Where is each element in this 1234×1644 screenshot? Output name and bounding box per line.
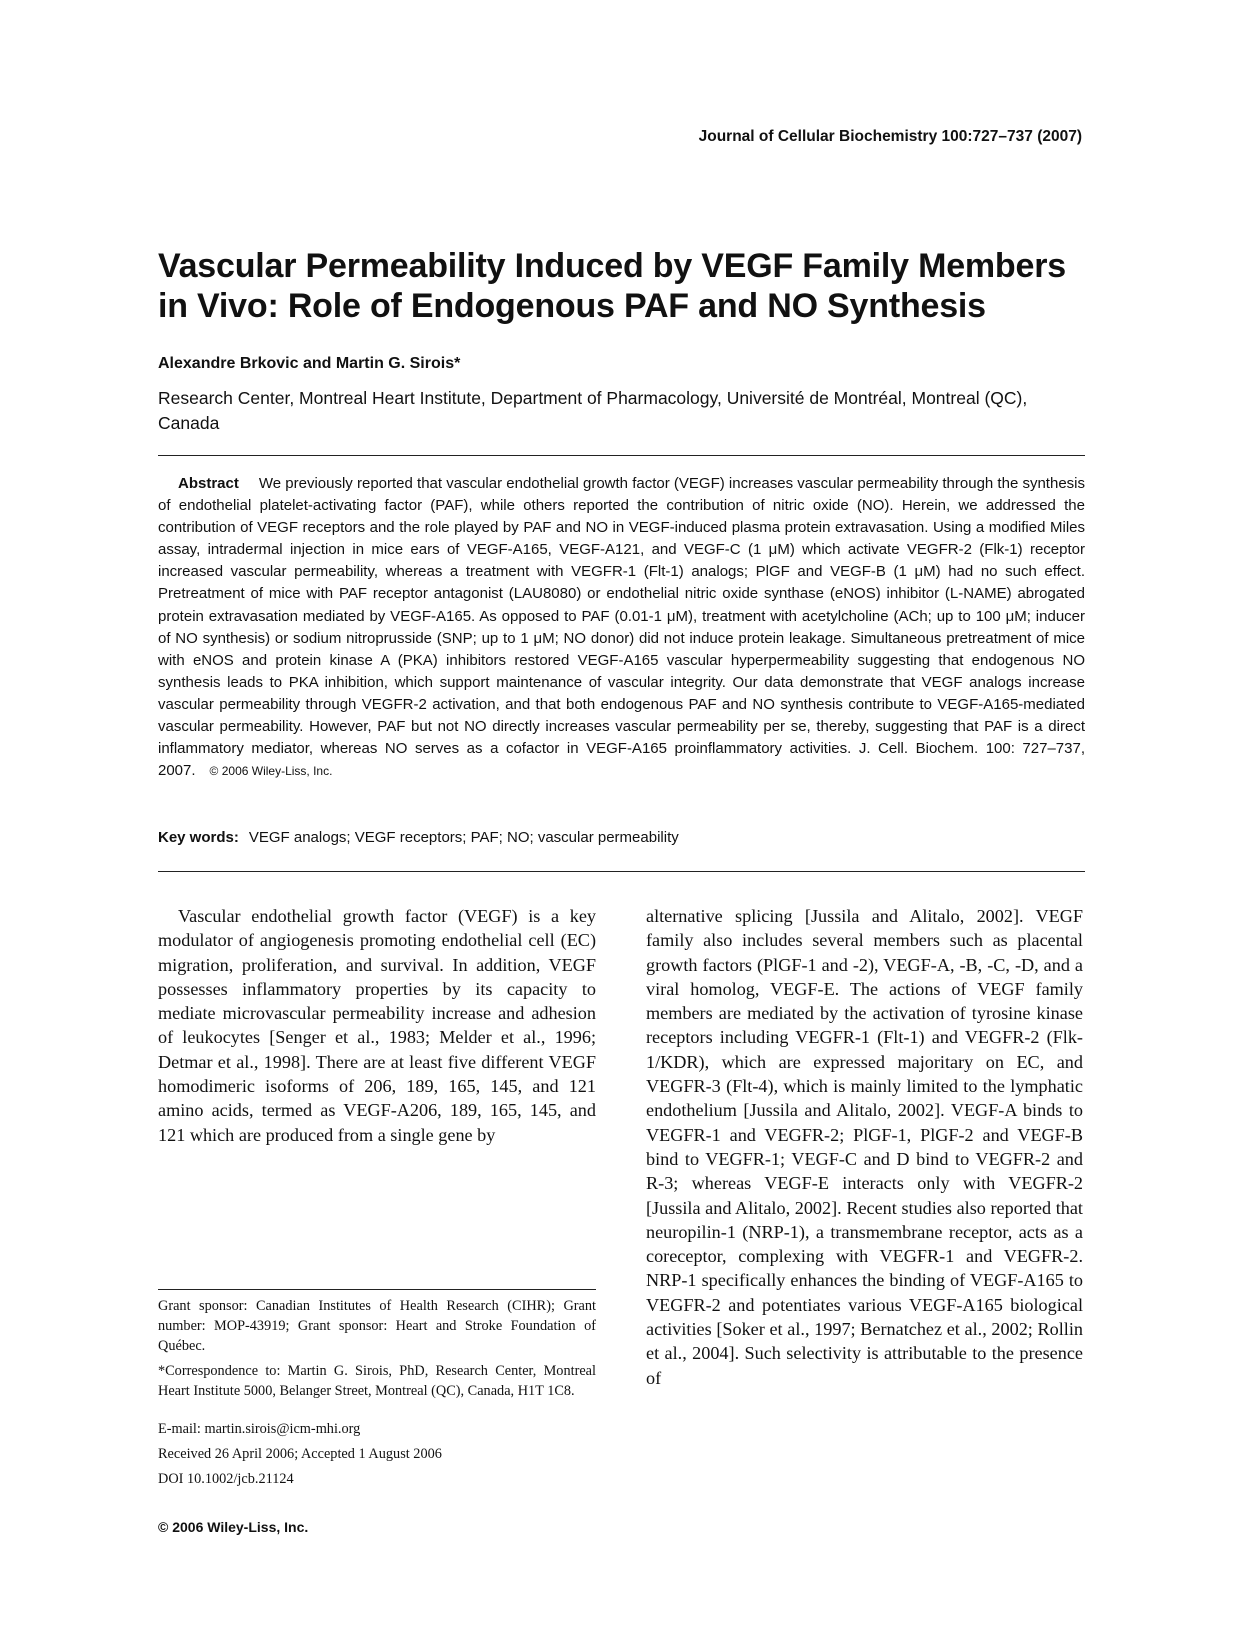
keywords-label: Key words: (158, 829, 239, 846)
footnote-correspondence: *Correspondence to: Martin G. Sirois, PhD, Research Center, Montreal Heart Institute 5000, Belanger Street, Montreal (QC), Canada, H1T 1C8. (158, 1363, 596, 1399)
footnote-doi: DOI 10.1002/jcb.21124 (158, 1471, 294, 1487)
paper-title (158, 246, 1088, 326)
footnote-copyright: © 2006 Wiley-Liss, Inc. (158, 1519, 309, 1535)
footnote-received: Received 26 April 2006; Accepted 1 August 2006 (158, 1446, 442, 1462)
abstract (158, 473, 1085, 782)
top-divider (158, 455, 1085, 456)
body-right-column: alternative splicing [Jussila and Alitalo, 2002]. VEGF family also includes several members such as placental growth factors (PlGF-1 and -2), VEGF-A, -B, -C, -D, and a viral homolog, VEGF-E. The actions of VEGF family members are mediated by the activation of tyrosine kinase receptors including VEGFR-1 (Flt-1) and VEGFR-2 (Flk-1/KDR), which are expressed majoritary on EC, and VEGFR-3 (Flt-4), which is mainly limited to the lymphatic endothelium [Jussila and Alitalo, 2002]. VEGF-A binds to VEGFR-1 and VEGFR-2; PlGF-1, PlGF-2 and VEGF-B bind to VEGFR-1; VEGF-C and D bind to VEGFR-2 and R-3; whereas VEGF-E interacts only with VEGFR-2 [Jussila and Alitalo, 2002]. Recent studies also reported that neuropilin-1 (NRP-1), a transmembrane receptor, acts as a coreceptor, complexing with VEGFR-1 and VEGFR-2. NRP-1 specifically enhances the binding of VEGF-A165 to VEGFR-2 and potentiates various VEGF-A165 biological activities [Soker et al., 1997; Bernatchez et al., 2002; Rollin et al., 2004]. Such selectivity is attributable to the presence of (646, 906, 1083, 1388)
title-line-2: in Vivo: Role of Endogenous PAF and NO Synthesis (158, 287, 986, 325)
body-left-column: Vascular endothelial growth factor (VEGF) is a key modulator of angiogenesis promoting endothelial cell (EC) migration, proliferation, and survival. In addition, VEGF possesses inflammatory properties by its capacity to mediate microvascular permeability increase and adhesion of leukocytes [Senger et al., 1983; Melder et al., 1996; Detmar et al., 1998]. There are at least five different VEGF homodimeric isoforms of 206, 189, 165, 145, and 121 amino acids, termed as VEGF-A206, 189, 165, 145, and 121 which are produced from a single gene by (158, 906, 596, 1145)
abstract-label: Abstract (178, 475, 239, 492)
affiliation: Research Center, Montreal Heart Institute, Department of Pharmacology, Université de Montréal, Montreal (QC), Canada (158, 388, 1028, 433)
footnote-divider (158, 1289, 596, 1290)
title-line-1: Vascular Permeability Induced by VEGF Family Members (158, 247, 1066, 285)
keywords-text: VEGF analogs; VEGF receptors; PAF; NO; vascular permeability (248, 829, 679, 846)
journal-header: Journal of Cellular Biochemistry 100:727–737 (2007) (698, 128, 1082, 145)
abstract-text: We previously reported that vascular endothelial growth factor (VEGF) increases vascular permeability through the synthesis of endothelial platelet-activating factor (PAF), while others reported the contribution of nitric oxide (NO). Herein, we addressed the contribution of VEGF receptors and the role played by PAF and NO in VEGF-induced plasma protein extravasation. Using a modified Miles assay, intradermal injection in mice ears of VEGF-A165, VEGF-A121, and VEGF-C (1 μM) which activate VEGFR-2 (Flk-1) receptor increased vascular permeability, whereas a treatment with VEGFR-1 (Flt-1) analogs; PlGF and VEGF-B (1 μM) had no such effect. Pretreatment of mice with PAF receptor antagonist (LAU8080) or endothelial nitric oxide synthase (eNOS) inhibitor (L-NAME) abrogated protein extravasation mediated by VEGF-A165. As opposed to PAF (0.01-1 μM), treatment with acetylcholine (ACh; up to 100 μM; inducer of NO synthesis) or sodium nitroprusside (SNP; up to 1 μM; NO donor) did not induce protein leakage. Simultaneous pretreatment of mice with eNOS and protein kinase A (PKA) inhibitors restored VEGF-A165 vascular hyperpermeability suggesting that endogenous NO synthesis leads to PKA inhibition, which support maintenance of vascular integrity. Our data demonstrate that VEGF analogs increase vascular permeability through VEGFR-2 activation, and that both endogenous PAF and NO synthesis contribute to VEGF-A165-mediated vascular permeability. However, PAF but not NO directly increases vascular permeability per se, thereby, suggesting that PAF is a direct inflammatory mediator, whereas NO serves as a cofactor in VEGF-A165 proinflammatory activities. J. Cell. Biochem. 100: 727–737, 2007. (158, 475, 1085, 780)
abstract-copyright: © 2006 Wiley-Liss, Inc. (209, 764, 333, 779)
footnote-email: E-mail: martin.sirois@icm-mhi.org (158, 1421, 361, 1437)
abstract-bottom-divider (158, 871, 1085, 872)
keywords (158, 829, 679, 846)
footnote-grant: Grant sponsor: Canadian Institutes of Health Research (CIHR); Grant number: MOP-43919; Grant sponsor: Heart and Stroke Foundation of Québec. (158, 1298, 596, 1354)
authors: Alexandre Brkovic and Martin G. Sirois* (158, 355, 461, 372)
